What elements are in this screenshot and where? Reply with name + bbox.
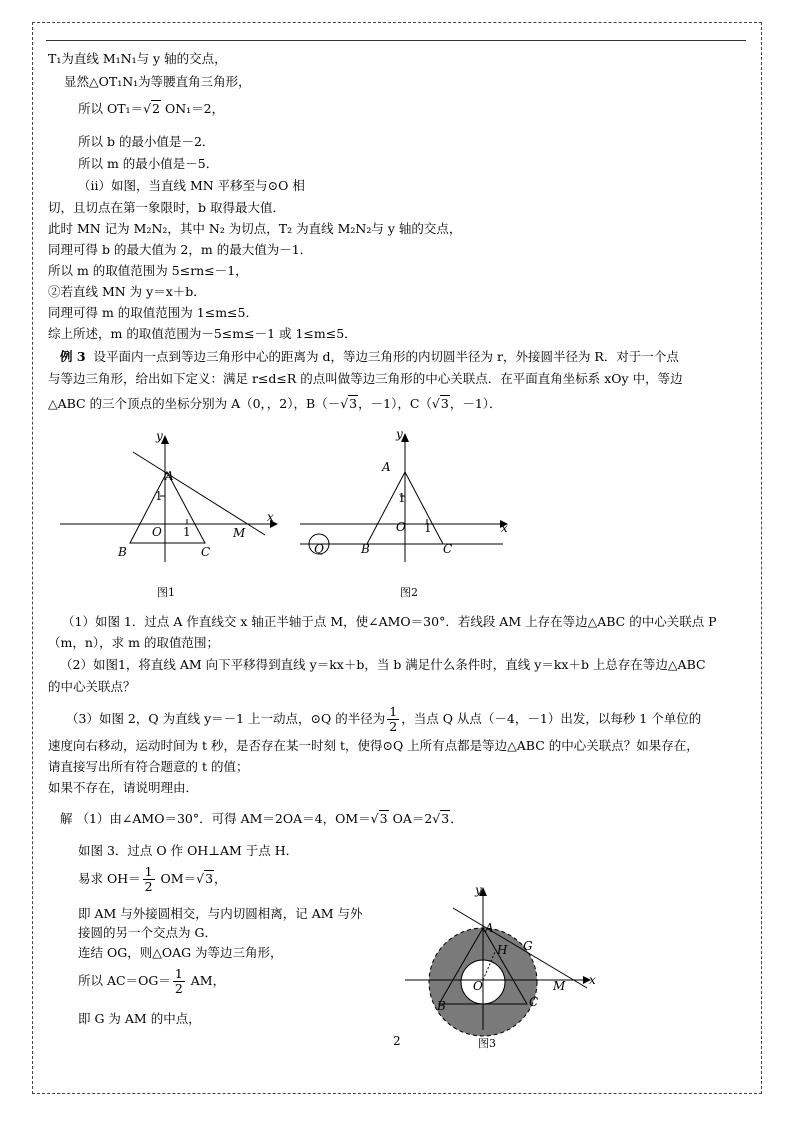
sqrt: √2 [143, 101, 160, 116]
label-o: O [473, 979, 483, 993]
line-am [133, 452, 265, 535]
text-fragment: 所以 OT₁＝ [78, 101, 144, 116]
text-line-sqrt [78, 100, 224, 118]
text-fragment: 解 （1）由∠AMO＝30°．可得 AM＝2OA＝4，OM＝ [60, 811, 371, 826]
text-line-sqrt [60, 810, 463, 828]
label-x: x [589, 973, 596, 987]
sqrt: √3 [370, 811, 388, 826]
radicand: 3 [440, 396, 449, 411]
label-y: y [396, 427, 403, 441]
text-fragment: ，－1），C（ [358, 396, 432, 411]
fraction [143, 865, 155, 894]
label-o: O [396, 520, 406, 534]
text-line: 同理可得 m 的取值范围为 1≤m≤5． [48, 305, 258, 320]
text-line: （ii）如图，当直线 MN 平移至与⊙O 相 [78, 178, 305, 193]
label-g: G [523, 939, 533, 953]
text-line: 速度向右移动，运动时间为 t 秒，是否存在某一时刻 t，使得⊙Q 上所有点都是等边△ABC 的中心关联点？如果存在， [48, 738, 699, 753]
text-line: （m，n），求 m 的取值范围； [48, 635, 219, 650]
text-line: 即 G 为 AM 的中点， [78, 1011, 201, 1026]
figure-caption: 图1 [157, 586, 175, 599]
text-line: （2）如图1，将直线 AM 向下平移得到直线 y＝kx＋b，当 b 满足什么条件时，直线 y＝kx＋b 上总存在等边△ABC [60, 657, 706, 672]
radicand: 3 [379, 811, 388, 826]
text-line: 如果不存在，请说明理由． [48, 780, 199, 795]
numerator: 1 [144, 864, 153, 879]
text-fragment: ，当点 Q 从点（－4，－1）出发，以每秒 1 个单位的 [401, 711, 702, 726]
figure-3 [405, 880, 605, 1030]
text-line: 显然△OT₁N₁为等腰直角三角形， [64, 74, 251, 89]
label-y: y [475, 883, 482, 897]
label-x: x [267, 510, 274, 524]
denominator: 2 [389, 719, 398, 734]
numerator: 1 [389, 704, 398, 719]
label-y: y [156, 429, 163, 443]
text-line-frac [78, 862, 227, 896]
text-fragment: ，－1）． [449, 396, 502, 411]
label-b: B [118, 545, 127, 559]
label-b: B [437, 999, 446, 1013]
label-a: A [485, 921, 494, 935]
text-line: 综上所述，m 的取值范围为－5≤m≤－1 或 1≤m≤5． [48, 326, 357, 341]
label-m: M [233, 526, 246, 540]
label-one-x: 1 [424, 521, 432, 535]
figure-1 [55, 430, 280, 570]
label-one-y: 1 [155, 489, 163, 503]
text-fragment: 易求 OH＝ [78, 871, 141, 886]
radicand: 3 [441, 811, 450, 826]
text-fragment: （3）如图 2，Q 为直线 y＝－1 上一动点，⊙Q 的半径为 [66, 711, 386, 726]
label-m: M [553, 979, 566, 993]
sqrt: √3 [196, 871, 214, 886]
text-fragment: △ABC 的三个顶点的坐标分别为 A（0，，2），B（－ [48, 396, 341, 411]
denominator: 2 [144, 879, 153, 894]
page-number: 2 [393, 1034, 401, 1048]
radicand: 2 [152, 101, 160, 116]
header-rule [46, 40, 746, 41]
text-fragment: 设平面内一点到等边三角形中心的距离为 d，等边三角形的内切圆半径为 r，外接圆半径为 R．对于一个点 [93, 349, 679, 364]
text-line: 如图 3．过点 O 作 OH⊥AM 于点 H． [78, 843, 299, 858]
text-fragment: 所以 AC＝OG＝ [78, 973, 171, 988]
text-line: （1）如图 1．过点 A 作直线交 x 轴正半轴于点 M，使∠AMO＝30°．若线段 AM 上存在等边△ABC 的中心关联点 P [62, 614, 717, 629]
label-c: C [443, 542, 453, 556]
label-a: A [382, 460, 391, 474]
label-c: C [201, 545, 211, 559]
text-fragment: ， [214, 871, 227, 886]
fraction [387, 705, 399, 734]
text-line: 此时 MN 记为 M₂N₂，其中 N₂ 为切点，T₂ 为直线 M₂N₂与 y 轴的交点， [48, 221, 462, 236]
figure-2 [295, 428, 520, 570]
radicand: 3 [349, 396, 358, 411]
text-line: ②若直线 MN 为 y＝x＋b． [48, 284, 206, 299]
text-fragment: AM， [186, 973, 226, 988]
text-line: 的中心关联点？ [48, 679, 136, 694]
sqrt: √3 [340, 396, 358, 411]
text-fragment: ON₁＝2， [161, 101, 225, 116]
label-h: H [497, 943, 508, 957]
text-line: 所以 b 的最小值是－2． [78, 134, 215, 149]
figure-caption: 图3 [478, 1037, 496, 1050]
denominator: 2 [174, 981, 183, 996]
text-line-frac [78, 964, 225, 998]
label-q: Q [314, 542, 324, 556]
text-line: 与等边三角形，给出如下定义：满足 r≤d≤R 的点叫做等边三角形的中心关联点．在平面直角坐标系 xOy 中，等边 [48, 371, 683, 386]
text-fragment: OM＝ [156, 871, 197, 886]
figure-caption: 图2 [400, 586, 418, 599]
text-line: 连结 OG，则△OAG 为等边三角形， [78, 945, 283, 960]
radicand: 3 [205, 871, 214, 886]
text-line-frac [66, 702, 701, 736]
fraction [173, 967, 185, 996]
numerator: 1 [174, 966, 183, 981]
label-b: B [361, 542, 370, 556]
text-fragment: ． [450, 811, 463, 826]
label-one-y: 1 [398, 491, 406, 505]
label-c: C [529, 995, 539, 1009]
text-line: 请直接写出所有符合题意的 t 的值； [48, 759, 249, 774]
text-line: 所以 m 的最小值是－5． [78, 156, 219, 171]
label-a: A [165, 469, 174, 483]
text-fragment: OA＝2 [388, 811, 433, 826]
text-line: 切，且切点在第一象限时，b 取得最大值． [48, 200, 285, 215]
label-o: O [152, 525, 162, 539]
text-line: T₁为直线 M₁N₁与 y 轴的交点， [48, 51, 227, 66]
sqrt: √3 [432, 811, 450, 826]
example-label: 例 3 [60, 349, 86, 364]
sqrt: √3 [431, 396, 449, 411]
text-line: 同理可得 b 的最大值为 2，m 的最大值为－1． [48, 242, 313, 257]
text-line-sqrt [48, 395, 502, 413]
text-line: 接圆的另一个交点为 G． [78, 925, 217, 940]
label-one-x: 1 [183, 525, 191, 539]
text-line: 所以 m 的取值范围为 5≤rn≤－1， [48, 263, 248, 278]
label-x: x [501, 521, 508, 535]
example-line [60, 348, 679, 366]
text-line: 即 AM 与外接圆相交，与内切圆相离，记 AM 与外 [78, 906, 363, 921]
